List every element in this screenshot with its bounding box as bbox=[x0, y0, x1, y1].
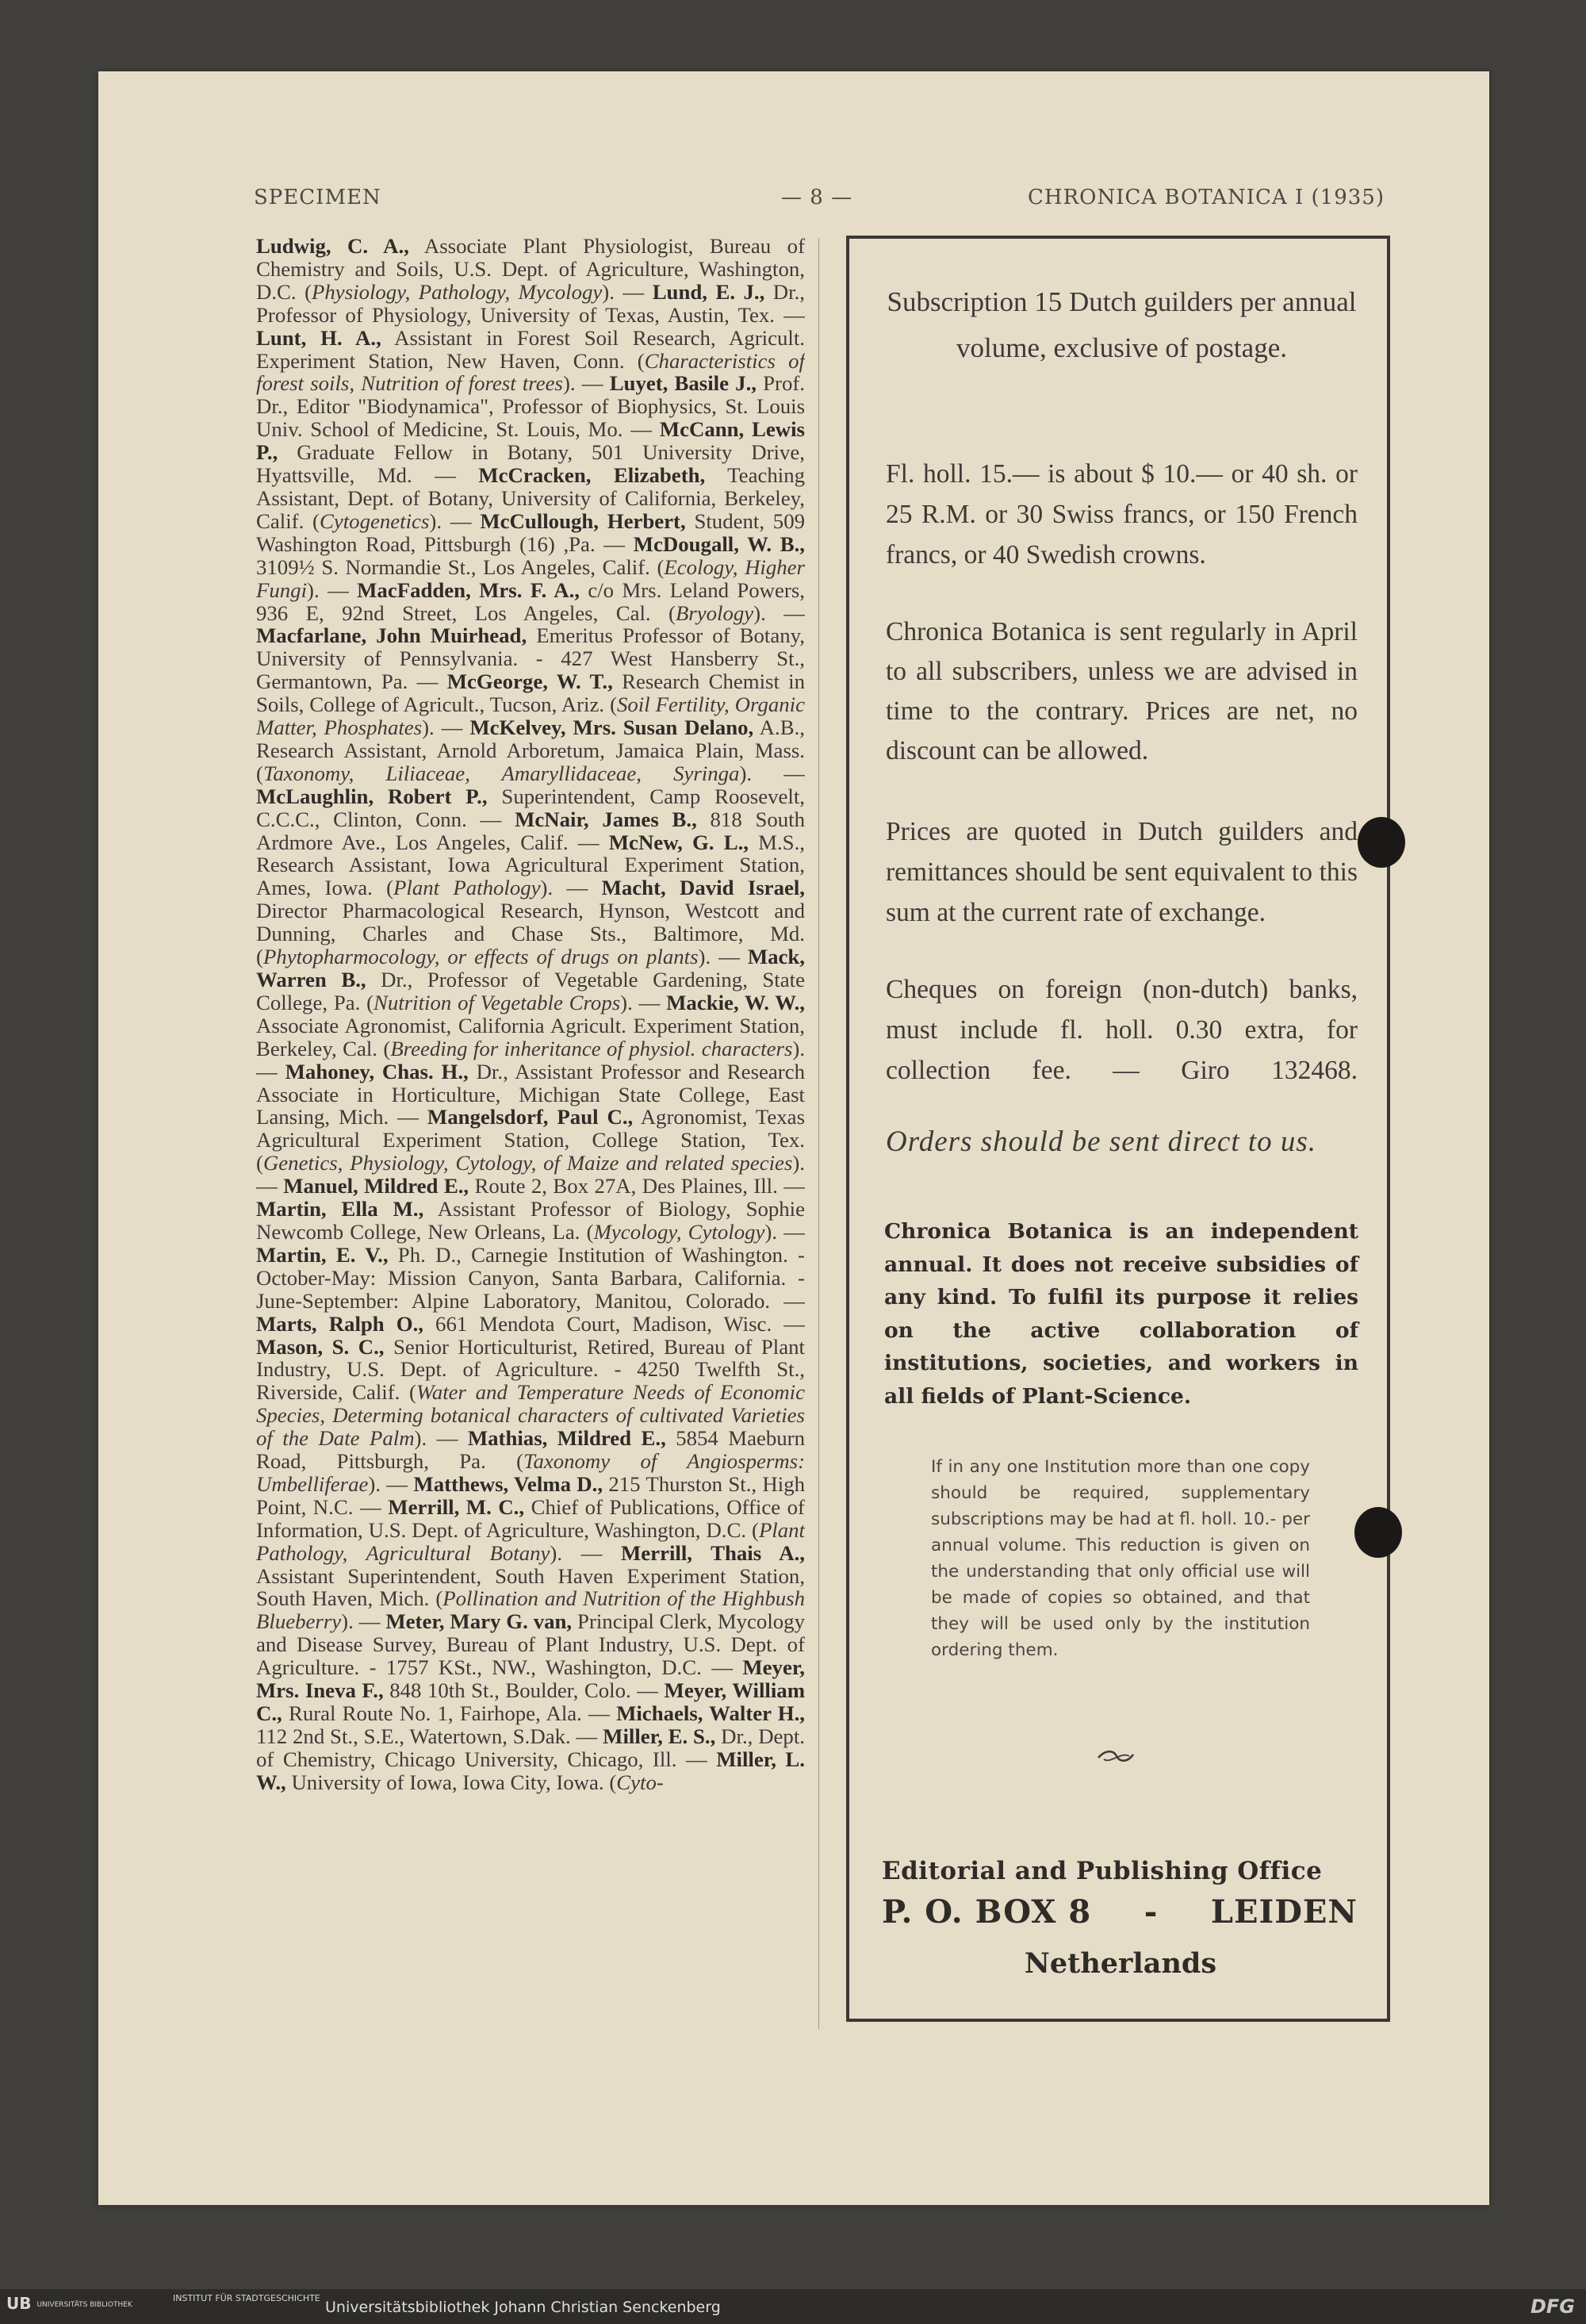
entry-name: Meter, Mary G. van, bbox=[385, 1609, 573, 1634]
entry-name: Mackie, W. W., bbox=[666, 990, 805, 1014]
entry-name: Matthews, Velma D., bbox=[413, 1471, 603, 1496]
entry-tail: ). bbox=[620, 990, 633, 1014]
entry-text: Principal Clerk, Mycology and Disease Survey, Bureau of Plant Industry, U.S. Dept. of Agriculture. - 1757 KSt., NW., Washington, D.C. bbox=[256, 1609, 805, 1680]
office-country: Netherlands bbox=[1024, 1947, 1217, 1980]
entry-name: Lund, E. J., bbox=[652, 279, 765, 304]
entry-tail: ). bbox=[792, 1151, 805, 1175]
entry-specialty: Taxonomy, Liliaceae, Amaryllidaceae, Syringa bbox=[262, 761, 740, 785]
exchange-rates-text: Fl. holl. 15.— is about $ 10.— or 40 sh. or 25 R.M. or 30 Swiss francs, or 150 French francs, or 40 Swedish crowns. bbox=[886, 459, 1358, 569]
entry-text: University of Iowa, Iowa City, Iowa. ( bbox=[285, 1770, 617, 1794]
entry-name: McNair, James B., bbox=[515, 807, 697, 831]
entry-specialty: Ecology, Higher Fungi bbox=[256, 554, 805, 602]
entry-specialty: Physiology, Pathology, Mycology bbox=[312, 279, 603, 304]
entry-tail: ). bbox=[550, 1540, 563, 1565]
directory-entry bbox=[283, 1174, 778, 1198]
entry-text: Assistant Superintendent, South Haven Experiment Station, South Haven, Mich. ( bbox=[256, 1563, 805, 1611]
entry-name: McLaughlin, Robert P., bbox=[256, 784, 488, 808]
entry-text: Teaching Assistant, Dept. of Botany, University of California, Berkeley, Calif. ( bbox=[256, 463, 805, 533]
entry-tail: ). bbox=[764, 1219, 778, 1244]
entry-tail: ). bbox=[422, 715, 435, 740]
entry-specialty: Mycology, Cytology bbox=[593, 1219, 765, 1244]
entry-tail: ). bbox=[414, 1426, 427, 1451]
entry-name: Michaels, Walter H., bbox=[616, 1701, 805, 1725]
entry-text: 848 10th St., Boulder, Colo. bbox=[383, 1678, 631, 1703]
header-specimen: SPECIMEN bbox=[254, 186, 381, 209]
entry-text: 112 2nd St., S.E., Watertown, S.Dak. bbox=[256, 1724, 571, 1748]
entry-text: M.S., Research Assistant, Iowa Agricultural Experiment Station, Ames, Iowa. ( bbox=[256, 830, 805, 900]
independent-annual-text: Chronica Botanica is an independent annual. It does not receive subsidies of any kind. To fulfil its purpose it relies on the active collaboration of institutions, societies, and workers in all fields of Plant-Science. bbox=[884, 1219, 1358, 1409]
entry-text: Senior Horticulturist, Retired, Bureau of Plant Industry, U.S. Dept. of Agriculture. - 4250 Twelfth St., Riverside, Calif. ( bbox=[256, 1334, 805, 1405]
punch-hole bbox=[1358, 817, 1405, 868]
entry-name: Macht, David Israel, bbox=[601, 876, 805, 900]
entry-name: Marts, Ralph O., bbox=[256, 1311, 423, 1336]
entry-text: Assistant in Forest Soil Research, Agricult. Experiment Station, New Haven, Conn. ( bbox=[256, 325, 805, 373]
entry-text: Assistant Professor of Biology, Sophie Newcomb College, New Orleans, La. ( bbox=[256, 1197, 805, 1244]
entry-tail: ). bbox=[429, 508, 442, 533]
entry-specialty: Nutrition of Vegetable Crops bbox=[374, 990, 621, 1014]
entry-name: Merrill, Thais A., bbox=[621, 1540, 805, 1565]
directory-entry bbox=[256, 1312, 772, 1336]
entry-name: Martin, Ella M., bbox=[256, 1197, 424, 1221]
directory-column: Ludwig, C. A., Associate Plant Physiologist, Bureau of Chemistry and Soils, U.S. Dept. of Agriculture, Washington, D.C. (Physiology, Pathology, Mycology). — Lund, E. J., Dr., Professor of Physiology, University of Texas, Austin, Tex. — Lunt, H. A., Assistant in Forest Soil Research, Agricult. Experiment Station, New Haven, Conn. (Characteristics of forest soils, Nutrition of forest trees). — Luyet, Basile J., Prof. Dr., Editor "Biodynamica", Professor of Biophysics, St. Louis Univ. School of Medicine, St. Louis, Mo. — McCann, Lewis P., Graduate Fellow in Botany, 501 University Drive, Hyattsville, Md. — McCracken, Elizabeth, Teaching Assistant, Dept. of Botany, University of California, Berkeley, Calif. (Cytogenetics). — McCullough, Herbert, Student, 509 Washington Road, Pittsburgh (16) ,Pa. — McDougall, W. B., 3109½ S. Normandie St., Los Angeles, Calif. (Ecology, Higher Fungi). — MacFadden, Mrs. F. A., c/o Mrs. Leland Powers, 936 E, 92nd Street, Los Angeles, Cal. (Bryology). — Macfarlane, John Muirhead, Emeritus Professor of Botany, University of Pennsylvania. - 427 West Hansberry St., Germantown, Pa. — McGeorge, W. T., Research Chemist in Soils, College of Agricult., Tucson, Ariz. (Soil Fertility, Organic Matter, Phosphates). — McKelvey, Mrs. Susan Delano, A.B., Research Assistant, Arnold Arboretum, Jamaica Plain, Mass. (Taxonomy, Liliaceae, Amaryllidaceae, Syringa). — McLaughlin, Robert P., Superintendent, Camp Roosevelt, C.C.C., Clinton, Conn. — McNair, James B., 818 South Ardmore Ave., Los Angeles, Calif. — McNew, G. L., M.S., Research Assistant, Iowa Agricultural Experiment Station, Ames, Iowa. (Plant Pathology). — Macht, David Israel, Director Pharmacological Research, Hynson, Westcott and Dunning, Charles and Chase Sts., Baltimore, Md. (Phytopharmocology, or effects of drugs on plants). — Mack, Warren B., Dr., Professor of Vegetable Gardening, State College, Pa. (Nutrition of Vegetable Crops). — Mackie, W. W., Associate Agronomist, California Agricult. Experiment Station, Berkeley, Cal. (Breeding for inheritance of physiol. characters). — Mahoney, Chas. H., Dr., Assistant Professor and Research Associate in Horticulture, Michigan State College, East Lansing, Mich. — Mangelsdorf, Paul C., Agronomist, Texas Agricultural Experiment Station, College Station, Tex. (Genetics, Physiology, Cytology, of Maize and related species). — Manuel, Mildred E., Route 2, Box 27A, Des Plaines, Ill. — Martin, Ella M., Assistant Professor of Biology, Sophie Newcomb College, New Orleans, La. (Mycology, Cytology). — Martin, E. V., Ph. D., Carnegie Institution of Washington. - October-May: Mission Canyon, Santa Barbara, California. - June-September: Alpine Laboratory, Manitou, Colorado. — Marts, Ralph O., 661 Mendota Court, Madison, Wisc. — Mason, S. C., Senior Horticulturist, Retired, Bureau of Plant Industry, U.S. Dept. of Agriculture. - 4250 Twelfth St., Riverside, Calif. (Water and Temperature Needs of Economic Species, Determing botanical characters of cultivated Varieties of the Date Palm). — Mathias, Mildred E., 5854 Maeburn Road, Pittsburgh, Pa. (Taxonomy of Angiosperms: Umbelliferae). — Matthews, Velma D., 215 Thurston St., High Point, N.C. — Merrill, M. C., Chief of Publications, Office of Information, U.S. Dept. of Agriculture, Washington, D.C. (Plant Pathology, Agricultural Botany). — Merrill, Thais A., Assistant Superintendent, South Haven Experiment Station, South Haven, Mich. (Pollination and Nutrition of the Highbush Blueberry). — Meter, Mary G. van, Principal Clerk, Mycology and Disease Survey, Bureau of Plant Industry, U.S. Dept. of Agriculture. - 1757 KSt., NW., Washington, D.C. — Meyer, Mrs. Ineva F., 848 10th St., Boulder, Colo. — Meyer, William C., Rural Route No. 1, Fairhope, Ala. — Michaels, Walter H., 112 2nd St., S.E., Watertown, S.Dak. — Miller, E. S., Dr., Dept. of Chemistry, Chicago University, Chicago, Ill. — Miller, L. W., University of Iowa, Iowa City, Iowa. (Cyto- bbox=[256, 235, 805, 1794]
punch-hole bbox=[1354, 1507, 1402, 1558]
entry-text: Director Pharmacological Research, Hynson, Westcott and Dunning, Charles and Chase Sts., Baltimore, Md. ( bbox=[256, 899, 805, 969]
prices-quoted-text: Prices are quoted in Dutch guilders and remittances should be sent equivalent to this sum at the current rate of exchange. bbox=[886, 817, 1358, 927]
office-title: Editorial and Publishing Office bbox=[882, 1857, 1323, 1885]
directory-entry bbox=[256, 578, 805, 625]
viewer-footer-bar bbox=[0, 2289, 1586, 2324]
entry-name: McKelvey, Mrs. Susan Delano, bbox=[469, 715, 754, 740]
entry-text: Graduate Fellow in Botany, 501 University Drive, Hyattsville, Md. bbox=[256, 440, 805, 488]
entry-text: 3109½ S. Normandie St., Los Angeles, Calif. ( bbox=[256, 554, 665, 579]
library-name: Universitätsbibliothek Johann Christian Senckenberg bbox=[325, 2299, 721, 2316]
header-journal-title: CHRONICA BOTANICA I (1935) bbox=[1028, 186, 1385, 209]
entry-text: Dr., Assistant Professor and Research Associate in Horticulture, Michigan State College, East Lansing, Mich. bbox=[256, 1059, 805, 1129]
entry-text: Superintendent, Camp Roosevelt, C.C.C., Clinton, Conn. bbox=[256, 784, 805, 831]
column-divider bbox=[818, 238, 819, 2029]
entry-text: Research Chemist in Soils, College of Agricult., Tucson, Ariz. ( bbox=[256, 669, 805, 717]
entry-text: Emeritus Professor of Botany, University of Pennsylvania. - 427 West Hansberry St., Germantown, Pa. bbox=[256, 623, 805, 694]
entry-name: Mahoney, Chas. H., bbox=[285, 1059, 469, 1083]
entry-tail: ). bbox=[698, 945, 711, 969]
entry-name: McCracken, Elizabeth, bbox=[478, 463, 706, 488]
entry-text: Agronomist, Texas Agricultural Experiment Station, College Station, Tex. ( bbox=[256, 1105, 805, 1175]
entry-tail: ). bbox=[753, 600, 766, 625]
entry-text: c/o Mrs. Leland Powers, 936 E, 92nd Street, Los Angeles, Cal. ( bbox=[256, 577, 805, 625]
entry-text: 5854 Maeburn Road, Pittsburgh, Pa. ( bbox=[256, 1426, 805, 1474]
orders-text: Orders should be sent direct to us. bbox=[886, 1126, 1317, 1158]
entry-name: Ludwig, C. A., bbox=[256, 235, 409, 258]
header-page-number: — 8 — bbox=[781, 186, 853, 209]
entry-tail: ). bbox=[307, 577, 320, 602]
entry-specialty: Cyto- bbox=[616, 1770, 664, 1794]
entry-text: Prof. Dr., Editor "Biodynamica", Professor of Biophysics, St. Louis Univ. School of Medicine, St. Louis, Mo. bbox=[256, 371, 805, 442]
entry-specialty: Soil Fertility, Organic Matter, Phosphates bbox=[256, 692, 805, 740]
subscription-text: Subscription 15 Dutch guilders per annual volume, exclusive of postage. bbox=[887, 286, 1357, 363]
entry-text: Dr., Professor of Vegetable Gardening, State College, Pa. ( bbox=[256, 968, 805, 1014]
supplementary-subscriptions-text: If in any one Institution more than one copy should be required, supplementary subscriptions may be had at fl. holl. 10.- per annual volume. This reduction is given on the understanding that only official use will be made of copies so obtained, and that they will be used only by the institution ordering them. bbox=[931, 1457, 1310, 1660]
entry-text: Dr., Professor of Physiology, University of Texas, Austin, Tex. bbox=[256, 279, 805, 327]
entry-tail: ). bbox=[540, 876, 554, 900]
office-po-box: P. O. BOX 8 bbox=[882, 1893, 1092, 1931]
entry-text: Student, 509 Washington Road, Pittsburgh (16) ,Pa. bbox=[256, 508, 805, 556]
entry-text: Chief of Publications, Office of Information, U.S. Dept. of Agriculture, Washington, D.C. ( bbox=[256, 1494, 805, 1542]
office-city: LEIDEN bbox=[1210, 1893, 1358, 1931]
entry-name: Mack, Warren B., bbox=[256, 945, 805, 991]
entry-specialty: Characteristics of forest soils, Nutrition of forest trees bbox=[256, 348, 805, 396]
entry-tail: ). bbox=[792, 1036, 805, 1060]
entry-specialty: Genetics, Physiology, Cytology, of Maize and related species bbox=[262, 1151, 793, 1175]
sent-regularly-text: Chronica Botanica is sent regularly in April to all subscribers, unless we are advised in time to the contrary. Prices are net, no discount can be allowed. bbox=[886, 617, 1358, 765]
entry-tail: ). bbox=[368, 1471, 381, 1496]
entry-specialty: Taxonomy of Angiosperms: Umbelliferae bbox=[256, 1449, 805, 1496]
cheques-text: Cheques on foreign (non-dutch) banks, must include fl. holl. 0.30 extra, for collection fee. — Giro 132468. bbox=[886, 975, 1358, 1085]
ub-logo: UB UNIVERSITÄTS BIBLIOTHEK bbox=[6, 2294, 132, 2313]
entry-specialty: Bryology bbox=[675, 600, 754, 625]
entry-name: MacFadden, Mrs. F. A., bbox=[357, 577, 580, 602]
entry-name: Mason, S. C., bbox=[256, 1334, 385, 1359]
entry-name: Miller, L. W., bbox=[256, 1747, 805, 1794]
entry-specialty: Cytogenetics bbox=[319, 508, 430, 533]
entry-name: Manuel, Mildred E., bbox=[283, 1174, 469, 1198]
entry-name: Martin, E. V., bbox=[256, 1242, 389, 1267]
entry-text: Ph. D., Carnegie Institution of Washington. - October-May: Mission Canyon, Santa Barbara, California. - June-September: Alpine Laboratory, Manitou, Colorado. bbox=[256, 1242, 805, 1313]
entry-name: McNew, G. L., bbox=[608, 830, 749, 854]
directory-entry bbox=[256, 1243, 805, 1313]
dfg-logo: DFG bbox=[1530, 2295, 1575, 2318]
entry-name: Merrill, M. C., bbox=[388, 1494, 525, 1519]
entry-text: A.B., Research Assistant, Arnold Arboretum, Jamaica Plain, Mass. ( bbox=[256, 715, 805, 785]
entry-name: Mangelsdorf, Paul C., bbox=[427, 1105, 634, 1129]
office-dash: - bbox=[1144, 1893, 1159, 1931]
entry-specialty: Breeding for inheritance of physiol. characters bbox=[390, 1036, 793, 1060]
entry-text: Route 2, Box 27A, Des Plaines, Ill. bbox=[469, 1174, 778, 1198]
entry-text: 661 Mendota Court, Madison, Wisc. bbox=[423, 1311, 772, 1336]
entry-tail: ). bbox=[341, 1609, 354, 1634]
entry-name: Meyer, Mrs. Ineva F., bbox=[256, 1655, 805, 1703]
entry-name: McCann, Lewis P., bbox=[256, 417, 805, 465]
institut-logo: INSTITUT FÜR STADTGESCHICHTE bbox=[173, 2293, 320, 2303]
directory-entry bbox=[256, 1197, 805, 1244]
entry-name: Meyer, William C., bbox=[256, 1678, 805, 1725]
entry-text: Dr., Dept. of Chemistry, Chicago University, Chicago, Ill. bbox=[256, 1724, 805, 1771]
office-address bbox=[882, 1893, 1358, 1931]
entry-name: McCullough, Herbert, bbox=[480, 508, 686, 533]
entry-text: Associate Agronomist, California Agricult. Experiment Station, Berkeley, Cal. ( bbox=[256, 1013, 805, 1060]
entry-specialty: Pollination and Nutrition of the Highbush Blueberry bbox=[256, 1586, 805, 1634]
entry-tail: ). bbox=[562, 371, 576, 396]
entry-specialty: Plant Pathology bbox=[393, 876, 541, 900]
entry-name: Miller, E. S., bbox=[603, 1724, 716, 1748]
entry-text: Rural Route No. 1, Fairhope, Ala. bbox=[282, 1701, 582, 1725]
entry-tail: ). bbox=[739, 761, 753, 785]
entry-specialty: Phytopharmocology, or effects of drugs on plants bbox=[262, 945, 699, 969]
entry-name: Macfarlane, John Muirhead, bbox=[256, 623, 527, 648]
entry-text: Associate Plant Physiologist, Bureau of Chemistry and Soils, U.S. Dept. of Agriculture, Washington, D.C. ( bbox=[256, 235, 805, 304]
entry-name: Luyet, Basile J., bbox=[609, 371, 757, 396]
entry-name: McGeorge, W. T., bbox=[446, 669, 613, 694]
ornament-icon bbox=[1096, 1748, 1136, 1766]
entry-text: 818 South Ardmore Ave., Los Angeles, Calif. bbox=[256, 807, 805, 854]
entry-name: Mathias, Mildred E., bbox=[467, 1426, 666, 1451]
entry-specialty: Plant Pathology, Agricultural Botany bbox=[256, 1517, 805, 1565]
entry-tail: ). bbox=[602, 279, 615, 304]
entry-text: 215 Thurston St., High Point, N.C. bbox=[256, 1471, 805, 1519]
entry-specialty: Water and Temperature Needs of Economic Species, Determing botanical characters of cultivated Varieties of the Date Palm bbox=[256, 1380, 805, 1451]
entry-name: McDougall, W. B., bbox=[633, 531, 805, 556]
entry-name: Lunt, H. A., bbox=[256, 325, 381, 350]
